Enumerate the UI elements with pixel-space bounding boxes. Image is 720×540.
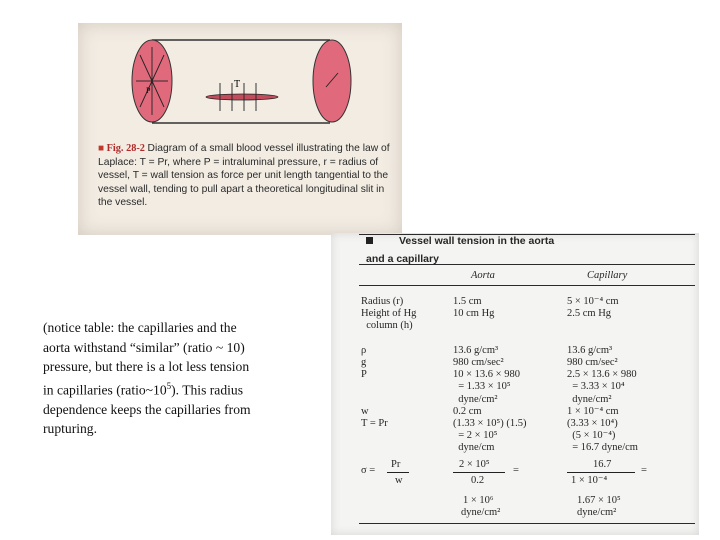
figure-caption [98, 142, 390, 210]
column-header-aorta: Aorta [471, 270, 495, 281]
label-row: w [361, 405, 369, 417]
table-title [366, 235, 554, 247]
label-row: T = Pr [361, 418, 388, 430]
sigma-numerator: Pr [391, 459, 401, 470]
capillary-fraction-bar [567, 472, 635, 473]
capillary-row: = 16.7 dyne/cm [567, 442, 638, 454]
aorta-sigma-result: 1 × 10⁶ [463, 495, 494, 506]
capillary-equals: = [641, 465, 647, 476]
caption-figure-number: Fig. 28-2 [106, 143, 145, 154]
caption-marker-icon: ■ [98, 143, 105, 154]
label-row: ρ [361, 344, 367, 356]
aorta-row: dyne/cm² [453, 393, 498, 405]
table-marker-icon [366, 237, 373, 244]
aorta-row: 0.2 cm [453, 405, 482, 417]
table-header-rule-bottom [359, 285, 695, 286]
blood-vessel-diagram [78, 23, 402, 143]
notes-line-6: rupturing. [43, 421, 97, 437]
notes-line-4 [43, 377, 323, 400]
sigma-fraction-bar [387, 472, 409, 473]
table-scan [331, 233, 699, 535]
aorta-row: 10 × 13.6 × 980 [453, 369, 520, 381]
capillary-row [567, 333, 638, 345]
aorta-row: 1.5 cm [453, 296, 482, 307]
capillary-row: (3.33 × 10⁴) [567, 418, 618, 430]
capillary-row: dyne/cm² [567, 393, 612, 405]
notes-line-1: (notice table: the capillaries and the [43, 320, 237, 335]
table-bottom-rule [359, 523, 695, 524]
label-row [361, 394, 416, 406]
capillary-column [567, 296, 638, 455]
capillary-row: = 3.33 × 10⁴ [567, 381, 625, 393]
notes-line-4-exponent: 5 [166, 380, 172, 391]
figure-scan [78, 23, 402, 235]
capillary-row: 1 × 10⁻⁴ cm [567, 405, 619, 417]
aorta-row: = 1.33 × 10⁵ [453, 381, 511, 393]
capillary-sigma-numerator: 16.7 [593, 459, 612, 470]
aorta-row: = 2 × 10⁵ [453, 430, 498, 442]
aorta-sigma-numerator: 2 × 10⁵ [459, 459, 490, 470]
aorta-column [453, 296, 526, 455]
notes-paragraph [43, 318, 323, 439]
capillary-sigma-denominator: 1 × 10⁻⁴ [571, 475, 608, 486]
label-row: g [361, 357, 367, 369]
capillary-row: (5 × 10⁻⁴) [567, 430, 616, 442]
notes-line-4-tail: ). This radius [171, 382, 243, 398]
aorta-sigma-unit: dyne/cm² [461, 507, 501, 518]
table-title-line2: and a capillary [366, 253, 439, 265]
aorta-row [453, 320, 526, 332]
sigma-label: σ = [361, 465, 376, 476]
label-row: Radius (r) [361, 296, 404, 307]
notes-line-5: dependence keeps the capillaries from [43, 401, 251, 417]
label-row: column (h) [361, 320, 413, 332]
notes-line-2: aorta withstand “similar” (ratio ~ 10) [43, 339, 245, 355]
capillary-row: 13.6 g/cm³ [567, 344, 613, 356]
label-row [361, 333, 416, 345]
tension-label: T [234, 79, 241, 90]
aorta-row: 980 cm/sec² [453, 357, 504, 369]
caption-text: Diagram of a small blood vessel illustrating the law of Laplace: T = Pr, where P = intraluminal pressure, r = radius of vessel, T = wall tension as force per unit length tangential to the vessel wall, tending to pull apart a theoretical longitudinal slit in the vessel. [98, 143, 390, 209]
capillary-row: 5 × 10⁻⁴ cm [567, 296, 619, 307]
capillary-row [567, 320, 638, 332]
label-row: Height of Hg [361, 308, 417, 320]
table-header-rule-top [359, 264, 695, 265]
aorta-fraction-bar [453, 472, 505, 473]
aorta-row: 10 cm Hg [453, 308, 495, 320]
label-row: P [361, 369, 367, 381]
table-title-line1: Vessel wall tension in the aorta [399, 235, 555, 247]
aorta-equals: = [513, 465, 519, 476]
aorta-row: dyne/cm [453, 442, 495, 454]
label-row [361, 430, 416, 442]
capillary-sigma-unit: dyne/cm² [577, 507, 617, 518]
capillary-row: 2.5 × 13.6 × 980 [567, 369, 637, 381]
notes-line-3: pressure, but there is a lot less tension [43, 359, 250, 374]
aorta-row: 13.6 g/cm³ [453, 344, 499, 356]
capillary-row: 980 cm/sec² [567, 357, 618, 369]
aorta-row: (1.33 × 10⁵) (1.5) [453, 418, 527, 430]
capillary-sigma-result: 1.67 × 10⁵ [577, 495, 621, 506]
aorta-sigma-denominator: 0.2 [471, 475, 485, 486]
notes-line-4-text: in capillaries (ratio~10 [43, 382, 167, 398]
pressure-label: P [146, 86, 151, 95]
capillary-row: 2.5 cm Hg [567, 308, 612, 320]
row-labels-column [361, 296, 416, 455]
aorta-row [453, 333, 526, 345]
label-row [361, 442, 416, 454]
column-header-capillary: Capillary [587, 270, 628, 281]
label-row [361, 381, 416, 393]
sigma-denominator: w [395, 475, 403, 486]
